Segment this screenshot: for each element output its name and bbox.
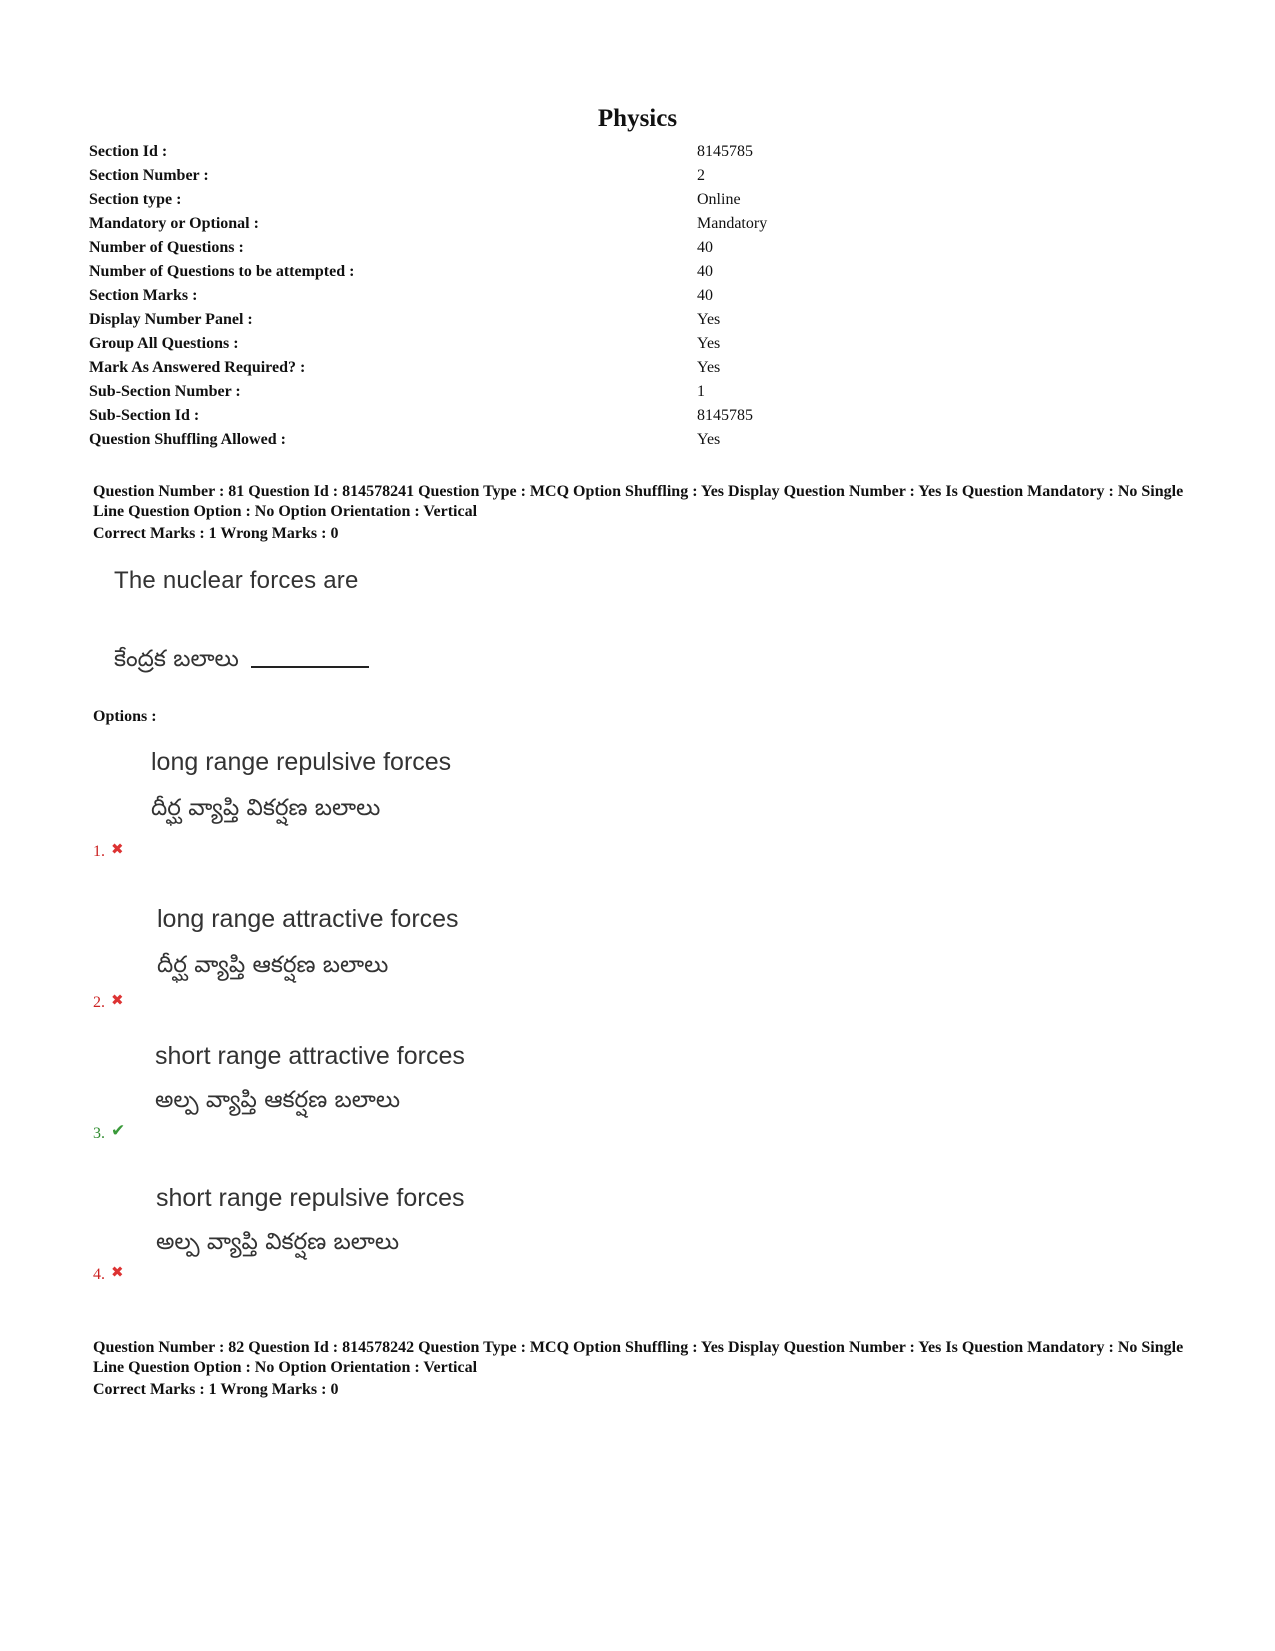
option-3-telugu: అల్ప వ్యాప్తి ఆకర్షణ బలాలు <box>155 1087 401 1113</box>
options-label: Options : <box>93 708 157 725</box>
option-number-text: 2. <box>93 994 105 1011</box>
meta-value: Yes <box>697 311 721 328</box>
meta-value: 40 <box>697 263 713 280</box>
option-number-text: 1. <box>93 843 105 860</box>
meta-row-number-of-questions <box>89 239 1189 261</box>
meta-value: 8145785 <box>697 407 753 424</box>
meta-value: Yes <box>697 359 721 376</box>
option-4-english: short range repulsive forces <box>156 1184 465 1212</box>
option-number-text: 4. <box>93 1266 105 1283</box>
meta-row-questions-to-attempt <box>89 263 1189 285</box>
question-81-marks: Correct Marks : 1 Wrong Marks : 0 <box>93 525 339 542</box>
meta-label: Section Number : <box>89 167 209 184</box>
option-1-english: long range repulsive forces <box>151 748 452 776</box>
meta-value: Yes <box>697 335 721 352</box>
meta-value: 2 <box>697 167 705 184</box>
option-3-english: short range attractive forces <box>155 1042 465 1070</box>
meta-label: Display Number Panel : <box>89 311 253 328</box>
meta-label: Question Shuffling Allowed : <box>89 431 286 448</box>
meta-label: Section Marks : <box>89 287 198 304</box>
meta-row-question-shuffling <box>89 431 1189 453</box>
option-4-telugu: అల్ప వ్యాప్తి వికర్షణ బలాలు <box>156 1229 400 1255</box>
option-4-number <box>93 1263 124 1284</box>
option-2-number <box>93 991 124 1012</box>
meta-row-group-all-questions <box>89 335 1189 357</box>
meta-row-sub-section-number <box>89 383 1189 405</box>
meta-label: Number of Questions to be attempted : <box>89 263 355 280</box>
option-1-number <box>93 840 124 861</box>
meta-value: Online <box>697 191 741 208</box>
meta-row-section-id <box>89 143 1189 165</box>
meta-row-section-marks <box>89 287 1189 309</box>
question-81-text-english: The nuclear forces are <box>114 567 359 594</box>
meta-row-sub-section-id <box>89 407 1189 429</box>
meta-label: Section Id : <box>89 143 168 160</box>
question-82-marks: Correct Marks : 1 Wrong Marks : 0 <box>93 1381 339 1398</box>
question-82-header: Question Number : 82 Question Id : 814578242 Question Type : MCQ Option Shuffling : Yes Display Question Number : Yes Is Question Mandatory : No Single Line Question Option : No Option Orientation : Vertical <box>93 1339 1184 1376</box>
check-icon: ✔ <box>111 1121 126 1140</box>
question-81-telugu-text: కేంద్రక బలాలు <box>114 646 239 672</box>
meta-label: Group All Questions : <box>89 335 239 352</box>
question-81-text-telugu <box>114 646 369 678</box>
option-2-english: long range attractive forces <box>157 905 459 933</box>
meta-value: 1 <box>697 383 705 400</box>
meta-value: 8145785 <box>697 143 753 160</box>
meta-row-mandatory <box>89 215 1189 237</box>
cross-icon: ✖ <box>111 842 124 858</box>
meta-label: Sub-Section Number : <box>89 383 241 400</box>
meta-label: Sub-Section Id : <box>89 407 200 424</box>
meta-value: Yes <box>697 431 721 448</box>
meta-row-section-type <box>89 191 1189 213</box>
meta-row-section-number <box>89 167 1189 189</box>
meta-row-display-number-panel <box>89 311 1189 333</box>
meta-label: Section type : <box>89 191 182 208</box>
answer-blank-line <box>251 666 369 668</box>
option-2-telugu: దీర్ఘ వ్యాప్తి ఆకర్షణ బలాలు <box>157 952 389 978</box>
meta-label: Number of Questions : <box>89 239 244 256</box>
section-title: Physics <box>597 105 678 132</box>
option-3-number <box>93 1121 125 1143</box>
meta-value: 40 <box>697 287 713 304</box>
meta-label: Mandatory or Optional : <box>89 215 259 232</box>
cross-icon: ✖ <box>111 993 124 1009</box>
option-1-telugu: దీర్ఘ వ్యాప్తి వికర్షణ బలాలు <box>151 795 381 821</box>
cross-icon: ✖ <box>111 1265 124 1281</box>
meta-label: Mark As Answered Required? : <box>89 359 306 376</box>
meta-value: 40 <box>697 239 713 256</box>
meta-value: Mandatory <box>697 215 768 232</box>
option-number-text: 3. <box>93 1125 105 1142</box>
meta-row-mark-as-answered <box>89 359 1189 381</box>
question-81-header: Question Number : 81 Question Id : 814578241 Question Type : MCQ Option Shuffling : Yes Display Question Number : Yes Is Question Mandatory : No Single Line Question Option : No Option Orientation : Vertical <box>93 483 1184 520</box>
